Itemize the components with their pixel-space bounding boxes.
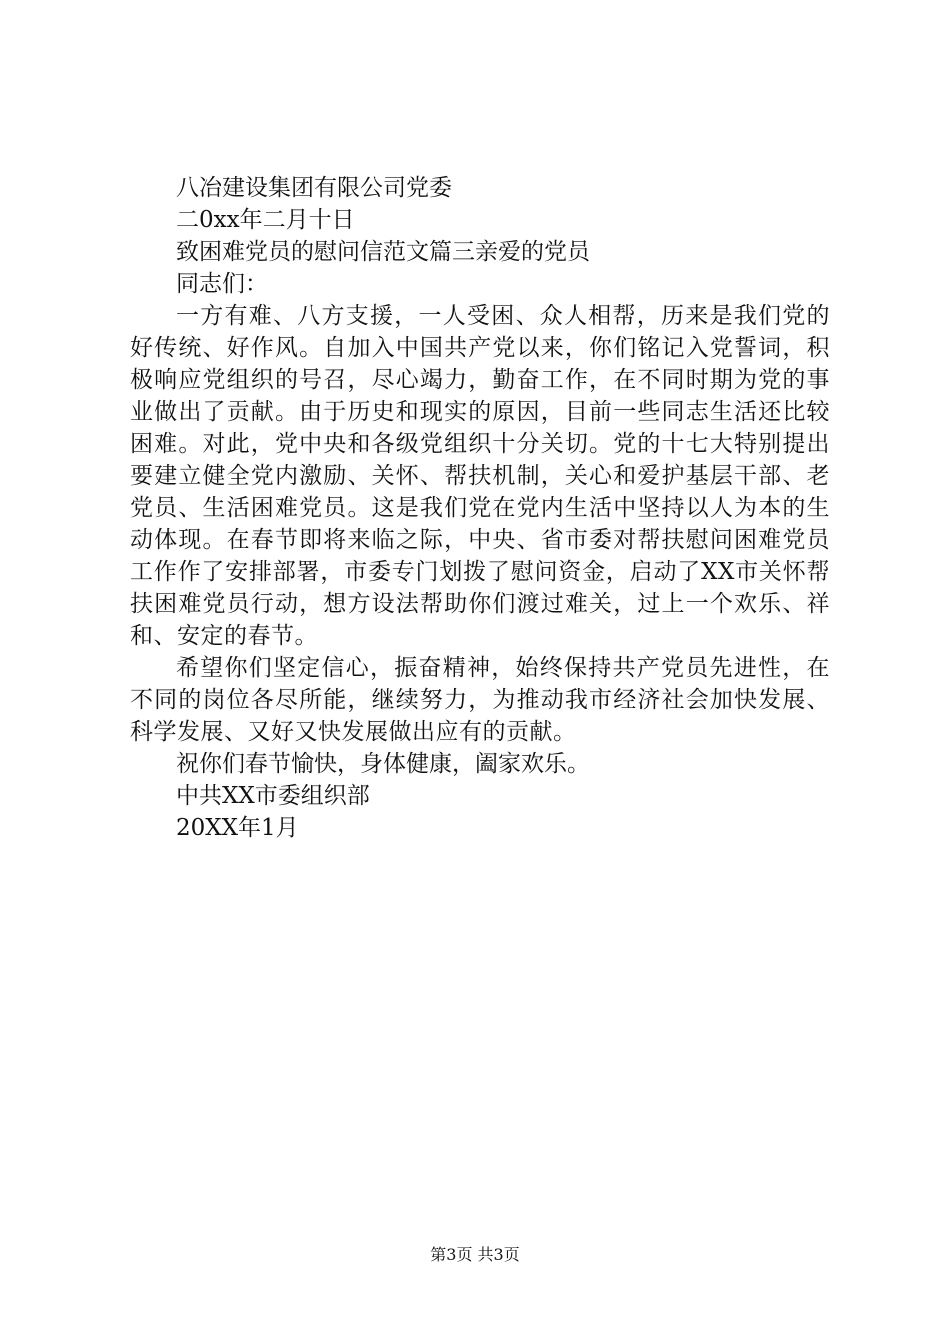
salutation-line: 同志们： <box>176 271 268 297</box>
org-name-line: 八冶建设集团有限公司党委 <box>176 175 452 201</box>
letter-title-line: 致困难党员的慰问信范文篇三亲爱的党员 <box>176 239 590 265</box>
document-body <box>130 172 830 844</box>
body-paragraph-2: 希望你们坚定信心，振奋精神，始终保持共产党员先进性，在不同的岗位各尽所能，继续努力，为推动我市经济社会加快发展、科学发展、又好又快发展做出应有的贡献。 <box>130 655 830 745</box>
closing-line: 祝你们春节愉快，身体健康，阖家欢乐。 <box>176 751 590 777</box>
date-line: 二0xx年二月十日 <box>176 207 355 233</box>
page-footer <box>0 1245 950 1265</box>
signature-date-line: 20XX年1月 <box>176 815 299 841</box>
signature-line: 中共XX市委组织部 <box>176 783 370 809</box>
body-paragraph-1: 一方有难、八方支援，一人受困、众人相帮，历来是我们党的好传统、好作风。自加入中国共产党以来，你们铭记入党誓词，积极响应党组织的号召，尽心竭力，勤奋工作，在不同时期为党的事业做出了贡献。由于历史和现实的原因，目前一些同志生活还比较困难。对此，党中央和各级党组织十分关切。党的十七大特别提出要建立健全党内激励、关怀、帮扶机制，关心和爱护基层干部、老党员、生活困难党员。这是我们党在党内生活中坚持以人为本的生动体现。在春节即将来临之际，中央、省市委对帮扶慰问困难党员工作作了安排部署，市委专门划拨了慰问资金，启动了XX市关怀帮扶困难党员行动，想方设法帮助你们渡过难关，过上一个欢乐、祥和、安定的春节。 <box>130 303 830 649</box>
page-number-label: 第3页 共3页 <box>430 1245 520 1264</box>
